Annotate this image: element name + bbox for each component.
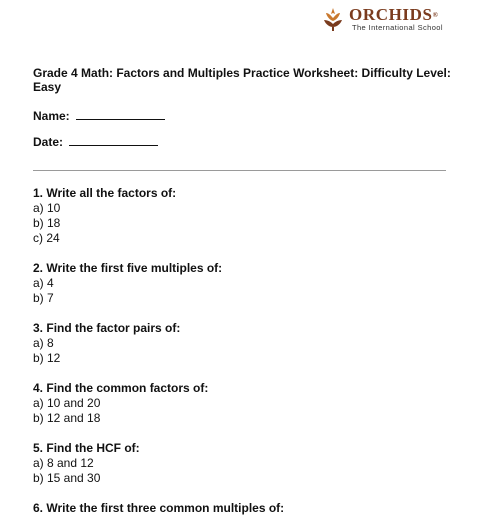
question-text: Find the common factors of: (46, 381, 209, 395)
logo-wordmark (349, 6, 438, 24)
question-number: 6. (33, 501, 44, 515)
question-text: Write the first five multiples of: (46, 261, 223, 275)
section-divider (33, 170, 446, 171)
date-label: Date: (33, 135, 64, 149)
question-item: a) 10 and 20 (33, 396, 101, 410)
question (33, 381, 463, 426)
question-prompt (33, 381, 463, 396)
question-prompt (33, 261, 463, 276)
orchids-emblem-icon (322, 6, 344, 32)
question (33, 186, 463, 246)
question-item: b) 12 (33, 351, 61, 365)
question-number: 2. (33, 261, 44, 275)
question-text: Find the HCF of: (46, 441, 140, 455)
question-prompt (33, 186, 463, 201)
question-prompt (33, 441, 463, 456)
orchids-logo (322, 6, 450, 34)
question-text: Write all the factors of: (46, 186, 177, 200)
question-text: Write the first three common multiples of: (46, 501, 285, 515)
question-item: c) 24 (33, 231, 60, 245)
question-item: b) 18 (33, 216, 61, 230)
date-field (33, 134, 158, 149)
question-item: b) 15 and 30 (33, 471, 101, 485)
question-number: 5. (33, 441, 44, 455)
question (33, 321, 463, 366)
question-item: a) 10 (33, 201, 61, 215)
question-prompt (33, 321, 463, 336)
date-blank-line[interactable] (69, 134, 158, 146)
question-prompt (33, 501, 463, 516)
question-item: a) 8 (33, 336, 54, 350)
logo-name-text: ORCHIDS (349, 5, 433, 24)
logo-registered-mark: ® (432, 11, 439, 19)
question-number: 3. (33, 321, 44, 335)
question-number: 1. (33, 186, 44, 200)
question-list (33, 186, 463, 531)
question-item: b) 12 and 18 (33, 411, 101, 425)
question-item: b) 7 (33, 291, 54, 305)
logo-tagline: The International School (352, 23, 443, 32)
worksheet-title: Grade 4 Math: Factors and Multiples Practice Worksheet: Difficulty Level: Easy (33, 66, 451, 94)
question (33, 501, 463, 516)
name-field (33, 108, 165, 123)
question (33, 261, 463, 306)
question-text: Find the factor pairs of: (46, 321, 181, 335)
question-item: a) 4 (33, 276, 54, 290)
question-item: a) 8 and 12 (33, 456, 94, 470)
question-number: 4. (33, 381, 44, 395)
name-blank-line[interactable] (76, 108, 165, 120)
question (33, 441, 463, 486)
name-label: Name: (33, 109, 70, 123)
